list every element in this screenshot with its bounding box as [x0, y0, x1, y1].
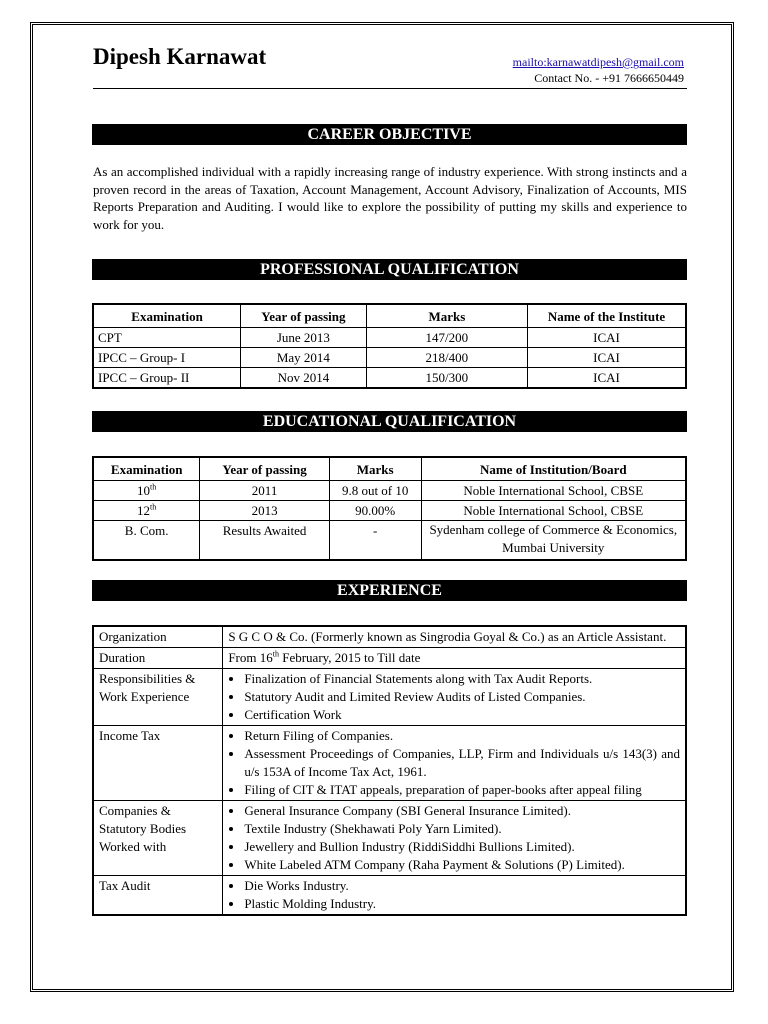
table-cell: 90.00% — [329, 501, 421, 521]
table-cell: 147/200 — [366, 328, 527, 348]
table-cell — [223, 669, 686, 726]
list-item: • Plastic Molding Industry. — [244, 895, 680, 913]
list-item: • Die Works Industry. — [244, 877, 680, 895]
table-row — [93, 501, 686, 521]
table-cell: Responsibilities & Work Experience — [93, 669, 223, 726]
table-cell: Organization — [93, 626, 223, 648]
list-item: • Filing of CIT & ITAT appeals, preparation of paper-books after appeal filing — [244, 781, 680, 799]
table-header: Year of passing — [241, 304, 367, 328]
table-cell: CPT — [93, 328, 241, 348]
table-cell — [223, 648, 686, 669]
candidate-name: Dipesh Karnawat — [93, 44, 267, 69]
table-header: Marks — [366, 304, 527, 328]
table-row — [93, 348, 686, 368]
table-cell — [93, 501, 200, 521]
exam-suffix: th — [150, 502, 157, 512]
table-row — [93, 876, 686, 916]
list-item: • Jewellery and Bullion Industry (RiddiSiddhi Bullions Limited). — [244, 838, 680, 856]
table-cell: ICAI — [528, 348, 686, 368]
responsibilities-list — [228, 670, 680, 724]
duration-end: February, 2015 to Till date — [278, 650, 421, 665]
table-cell: Noble International School, CBSE — [421, 481, 686, 501]
table-cell: Tax Audit — [93, 876, 223, 916]
companies-list — [228, 802, 680, 874]
table-cell: Companies & Statutory Bodies Worked with — [93, 801, 223, 876]
table-row — [93, 726, 686, 801]
table-cell: ICAI — [528, 328, 686, 348]
list-item: • Assessment Proceedings of Companies, LLP, Firm and Individuals u/s 143(3) and u/s 153A of Income Tax Act, 1961. — [244, 745, 680, 781]
table-header: Year of passing — [200, 457, 329, 481]
table-cell — [223, 726, 686, 801]
table-header-row — [93, 304, 686, 328]
experience-table — [92, 625, 687, 916]
exam-value: B. Com. — [124, 523, 169, 538]
table-header: Examination — [93, 457, 200, 481]
educational-table — [92, 456, 687, 561]
professional-qualification-heading: PROFESSIONAL QUALIFICATION — [92, 259, 687, 280]
table-cell: 2013 — [200, 501, 329, 521]
career-objective-text: As an accomplished individual with a rapidly increasing range of industry experience. With strong instincts and a proven record in the areas of Taxation, Account Management, Account Advisory, Finalization of Accounts, MIS Reports Preparation and Auditing. I would like to explore the possibility of putting my skills and experience to work for you. — [93, 164, 687, 232]
table-row — [93, 801, 686, 876]
table-cell: IPCC – Group- II — [93, 368, 241, 389]
list-item: • General Insurance Company (SBI General Insurance Limited). — [244, 802, 680, 820]
table-cell: June 2013 — [241, 328, 367, 348]
table-cell — [93, 481, 200, 501]
experience-heading: EXPERIENCE — [92, 580, 687, 601]
career-objective-heading: CAREER OBJECTIVE — [92, 124, 687, 145]
table-cell — [93, 521, 200, 561]
table-row — [93, 626, 686, 648]
table-cell: Income Tax — [93, 726, 223, 801]
table-cell: Sydenham college of Commerce & Economics, Mumbai University — [421, 521, 686, 561]
duration-start: From 16 — [228, 650, 273, 665]
duration-suffix: th — [272, 649, 279, 659]
contact-number: Contact No. - +91 7666650449 — [534, 71, 684, 85]
table-cell: 9.8 out of 10 — [329, 481, 421, 501]
list-item: • Textile Industry (Shekhawati Poly Yarn Limited). — [244, 820, 680, 838]
table-row — [93, 481, 686, 501]
exam-value: 12 — [137, 503, 151, 518]
table-cell: 218/400 — [366, 348, 527, 368]
table-header: Marks — [329, 457, 421, 481]
table-cell: S G C O & Co. (Formerly known as Singrodia Goyal & Co.) as an Article Assistant. — [223, 626, 686, 648]
table-cell — [223, 876, 686, 916]
header-rule — [93, 88, 687, 89]
table-cell: IPCC – Group- I — [93, 348, 241, 368]
table-cell: Duration — [93, 648, 223, 669]
list-item: • Finalization of Financial Statements along with Tax Audit Reports. — [244, 670, 680, 688]
list-item: • White Labeled ATM Company (Raha Payment & Solutions (P) Limited). — [244, 856, 680, 874]
table-cell: 150/300 — [366, 368, 527, 389]
table-row — [93, 521, 686, 561]
table-header: Examination — [93, 304, 241, 328]
table-cell: May 2014 — [241, 348, 367, 368]
table-header: Name of the Institute — [528, 304, 686, 328]
professional-table — [92, 303, 687, 389]
table-cell: ICAI — [528, 368, 686, 389]
income-tax-list — [228, 727, 680, 799]
table-cell: Noble International School, CBSE — [421, 501, 686, 521]
list-item: • Return Filing of Companies. — [244, 727, 680, 745]
table-row — [93, 368, 686, 389]
email-link[interactable]: mailto:karnawatdipesh@gmail.com — [512, 55, 684, 69]
table-row — [93, 669, 686, 726]
list-item: • Certification Work — [244, 706, 680, 724]
exam-suffix: th — [150, 482, 157, 492]
educational-qualification-heading: EDUCATIONAL QUALIFICATION — [92, 411, 687, 432]
table-header: Name of Institution/Board — [421, 457, 686, 481]
tax-audit-list — [228, 877, 680, 913]
table-cell: - — [329, 521, 421, 561]
table-cell: Nov 2014 — [241, 368, 367, 389]
list-item: • Statutory Audit and Limited Review Audits of Listed Companies. — [244, 688, 680, 706]
table-header-row — [93, 457, 686, 481]
exam-value: 10 — [137, 483, 151, 498]
table-cell — [223, 801, 686, 876]
table-row — [93, 328, 686, 348]
table-cell: 2011 — [200, 481, 329, 501]
table-cell: Results Awaited — [200, 521, 329, 561]
table-row — [93, 648, 686, 669]
